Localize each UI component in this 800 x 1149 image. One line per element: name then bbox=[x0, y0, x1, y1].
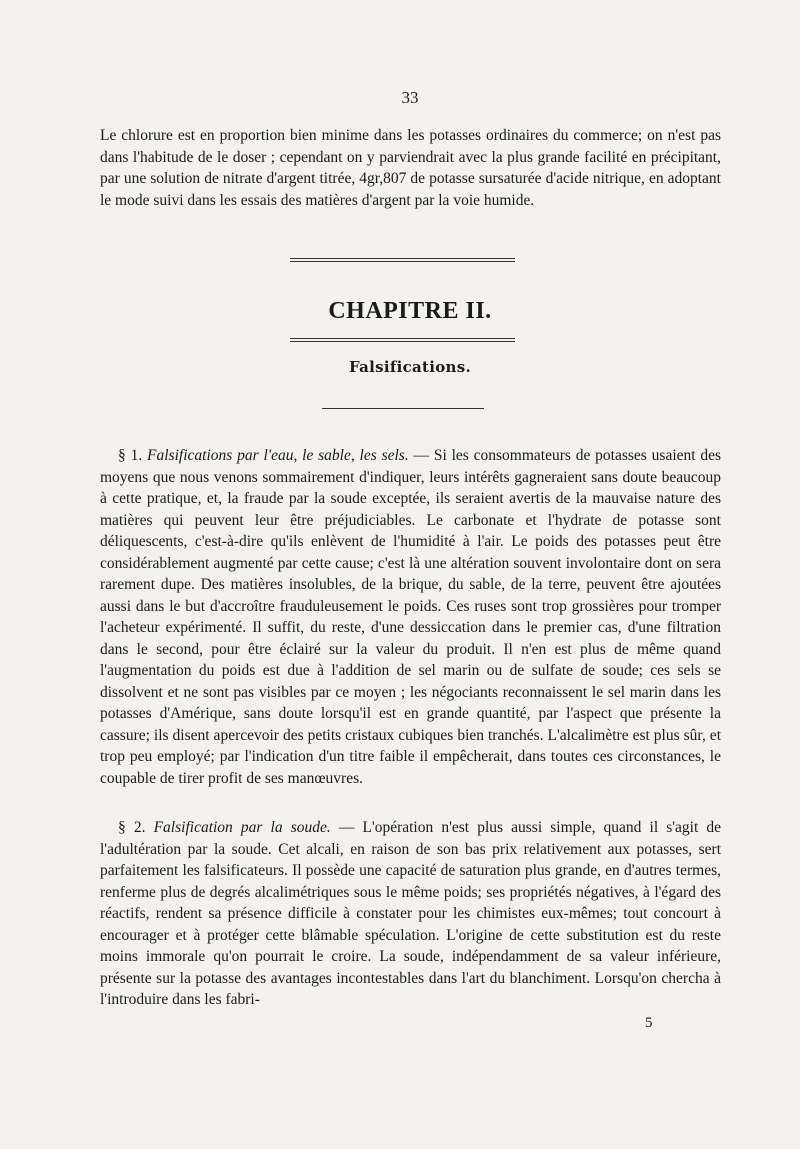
double-rule-divider-lower bbox=[290, 338, 515, 342]
page-number: 33 bbox=[401, 88, 419, 107]
section-1-title: Falsifications par l'eau, le sable, les sels. bbox=[147, 447, 409, 464]
section-2-paragraph bbox=[100, 817, 721, 1011]
section-2-label: § 2. bbox=[118, 819, 146, 836]
chapter-heading: Falsifications. bbox=[348, 358, 472, 376]
signature-mark: 5 bbox=[645, 1015, 653, 1031]
chapter-title: CHAPITRE II. bbox=[328, 298, 492, 324]
intro-paragraph: Le chlorure est en proportion bien minime dans les potasses ordinaires du commerce; on n'est pas dans l'habitude de le doser ; cependant on y parviendrait avec la plus grande facilité en précipitant, par une solution de nitrate d'argent titrée, 4gr,807 de potasse sursaturée d'acide nitrique, en adoptant le mode suivi dans les essais des matières d'argent par la voie humide. bbox=[100, 127, 721, 209]
section-2-title: Falsification par la soude. bbox=[153, 819, 331, 836]
section-1-label: § 1. bbox=[118, 447, 143, 464]
section-1-text: — Si les consommateurs de potasses usaient des moyens que nous venons sommairement d'indiquer, leurs intérêts gagneraient sans doute beaucoup à cette pratique, et, la fraude par la soude exceptée, ils seraient avertis de la mauvaise nature des matières qui peuvent leur être préjudiciables. Le carbonate et l'hydrate de potasse sont déliquescents, c'est-à-dire qu'ils enlèvent de l'humidité à l'air. Le poids des potasses peut être considérablement augmenté par cette cause; c'est là une altération souvent involontaire dont on sera rarement dupe. Des matières insolubles, de la brique, du sable, de la terre, peuvent être ajoutées aussi dans le but d'accroître frauduleusement le poids. Ces ruses sont trop grossières pour tromper l'acheteur expérimenté. Il suffit, du reste, d'une dessiccation dans le premier cas, d'une filtration dans le second, pour être éclairé sur la valeur du produit. Il n'en est plus de même quand l'augmentation du poids est due à l'addition de sel marin ou de sulfate de soude; ces sels se dissolvent et ne sont pas visibles par ce moyen ; les négociants reconnaissent le sel marin dans les potasses d'Amérique, sans doute lorsqu'il est en grande quantité, par l'aspect que présente la cassure; ils disent apercevoir des petits cristaux cubiques bien tranchés. L'alcalimètre est plus sûr, et trop peu employé; par l'indication d'un titre faible il empêcherait, dans toutes ces circonstances, le coupable de tirer profit de ses manœuvres. bbox=[100, 447, 722, 787]
section-2-text: — L'opération n'est plus aussi simple, quand il s'agit de l'adultération par la soude. Cet alcali, en raison de son bas prix relativement aux potasses, sert parfaitement les falsificateurs. Il possède une capacité de saturation plus grande, en d'autres termes, renferme plus de degrés alcalimétriques sous le même poids; ses propriétés négatives, à l'égard des réactifs, rendent sa présence difficile à constater pour les chimistes eux-mêmes; tout concourt à encourager et à protéger cette blâmable spéculation. L'origine de cette substitution est du reste moins immorale qu'on pourrait le croire. La soude, indépendamment de sa valeur inférieure, présente sur la potasse des avantages incontestables dans l'art du blanchiment. Lorsqu'on chercha à l'introduire dans les fabri- bbox=[100, 819, 722, 1008]
single-rule-divider bbox=[322, 408, 484, 409]
section-1-paragraph bbox=[100, 445, 721, 789]
double-rule-divider bbox=[290, 258, 515, 262]
